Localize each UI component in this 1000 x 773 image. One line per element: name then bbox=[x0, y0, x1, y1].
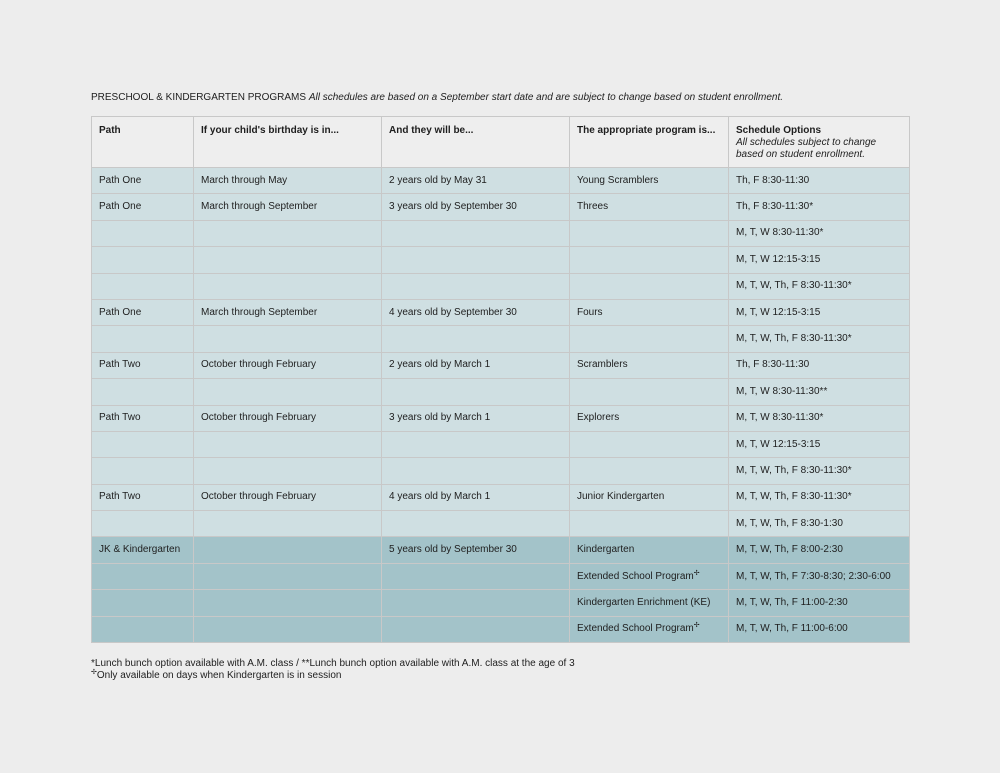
cell-age bbox=[382, 326, 570, 352]
cell-age-text: 3 years old by March 1 bbox=[389, 412, 491, 424]
cell-path-text: Path Two bbox=[99, 491, 141, 503]
footnote-kindergarten-session bbox=[91, 670, 575, 682]
cell-birthday-text: March through September bbox=[201, 306, 318, 318]
table-row bbox=[92, 563, 910, 589]
header-schedule-note: All schedules subject to change based on student enrollment. bbox=[736, 137, 877, 160]
footnote-mark: ✢ bbox=[91, 669, 97, 676]
cell-program-text: Junior Kindergarten bbox=[577, 491, 665, 503]
table-row bbox=[92, 458, 910, 484]
cell-program-text: Extended School Program bbox=[577, 623, 694, 635]
cell-program-text: Kindergarten Enrichment (KE) bbox=[577, 596, 711, 608]
cell-schedule-text: M, T, W, Th, F 7:30-8:30; 2:30-6:00 bbox=[736, 570, 891, 582]
cell-path bbox=[92, 484, 194, 510]
cell-birthday bbox=[194, 616, 382, 642]
cell-birthday-text: October through February bbox=[201, 359, 317, 371]
cell-schedule-text: M, T, W, Th, F 8:30-11:30* bbox=[736, 491, 852, 503]
cell-schedule-text: M, T, W, Th, F 8:30-1:30 bbox=[736, 517, 843, 529]
cell-program bbox=[570, 431, 729, 457]
cell-age bbox=[382, 405, 570, 431]
cell-birthday-text: October through February bbox=[201, 412, 317, 424]
cell-path-text: Path One bbox=[99, 201, 142, 213]
cell-schedule-text: M, T, W 8:30-11:30** bbox=[736, 385, 828, 397]
cell-schedule-text: M, T, W, Th, F 11:00-2:30 bbox=[736, 596, 848, 608]
table-header-row bbox=[92, 117, 910, 168]
cell-path bbox=[92, 563, 194, 589]
cell-birthday bbox=[194, 431, 382, 457]
cell-schedule bbox=[729, 379, 910, 405]
cell-program-text: Scramblers bbox=[577, 359, 628, 371]
cell-schedule-text: Th, F 8:30-11:30* bbox=[736, 201, 814, 213]
cell-path-text: Path Two bbox=[99, 412, 141, 424]
cell-age bbox=[382, 299, 570, 325]
program-footnote-mark: ✢ bbox=[693, 569, 700, 577]
page-subtitle: All schedules are based on a September start date and are subject to change based on student enrollment. bbox=[308, 92, 784, 103]
cell-path bbox=[92, 405, 194, 431]
cell-program bbox=[570, 379, 729, 405]
cell-birthday bbox=[194, 326, 382, 352]
cell-birthday bbox=[194, 458, 382, 484]
cell-birthday bbox=[194, 590, 382, 616]
cell-schedule-text: Th, F 8:30-11:30 bbox=[736, 174, 810, 186]
header-birthday: If your child's birthday is in... bbox=[194, 117, 382, 168]
cell-program bbox=[570, 616, 729, 642]
cell-program bbox=[570, 458, 729, 484]
table-row bbox=[92, 273, 910, 299]
header-path: Path bbox=[92, 117, 194, 168]
header-program: The appropriate program is... bbox=[570, 117, 729, 168]
cell-birthday bbox=[194, 537, 382, 563]
cell-age-text: 5 years old by September 30 bbox=[389, 544, 517, 556]
cell-program-text: Extended School Program bbox=[577, 570, 694, 582]
cell-birthday-text: March through September bbox=[201, 201, 318, 213]
cell-program-text: Explorers bbox=[577, 412, 620, 424]
table-row bbox=[92, 405, 910, 431]
cell-age-text: 3 years old by September 30 bbox=[389, 201, 517, 213]
cell-age-text: 4 years old by March 1 bbox=[389, 491, 491, 503]
cell-age bbox=[382, 247, 570, 273]
footnote-lunch-bunch: *Lunch bunch option available with A.M. class / **Lunch bunch option available with A.M. class at the age of 3 bbox=[91, 658, 575, 669]
cell-path bbox=[92, 590, 194, 616]
cell-schedule bbox=[729, 511, 910, 537]
cell-schedule bbox=[729, 537, 910, 563]
table-row bbox=[92, 431, 910, 457]
cell-birthday bbox=[194, 299, 382, 325]
cell-schedule-text: M, T, W 8:30-11:30* bbox=[736, 412, 824, 424]
cell-age bbox=[382, 379, 570, 405]
cell-program bbox=[570, 405, 729, 431]
cell-path bbox=[92, 616, 194, 642]
table-row bbox=[92, 220, 910, 246]
table-row bbox=[92, 352, 910, 378]
cell-birthday-text: October through February bbox=[201, 491, 317, 503]
cell-schedule bbox=[729, 273, 910, 299]
cell-schedule bbox=[729, 352, 910, 378]
cell-path bbox=[92, 379, 194, 405]
cell-birthday bbox=[194, 484, 382, 510]
cell-birthday bbox=[194, 352, 382, 378]
cell-schedule-text: M, T, W, Th, F 8:30-11:30* bbox=[736, 464, 852, 476]
cell-birthday-text: March through May bbox=[201, 174, 288, 186]
table-row bbox=[92, 326, 910, 352]
cell-age bbox=[382, 431, 570, 457]
cell-birthday bbox=[194, 379, 382, 405]
cell-age-text: 2 years old by March 1 bbox=[389, 359, 491, 371]
header-schedule bbox=[729, 117, 910, 168]
cell-program bbox=[570, 537, 729, 563]
cell-path bbox=[92, 168, 194, 194]
cell-schedule-text: M, T, W 12:15-3:15 bbox=[736, 253, 821, 265]
cell-program bbox=[570, 194, 729, 220]
cell-age bbox=[382, 563, 570, 589]
cell-age bbox=[382, 273, 570, 299]
cell-program bbox=[570, 247, 729, 273]
cell-age bbox=[382, 220, 570, 246]
cell-schedule bbox=[729, 563, 910, 589]
cell-age-text: 2 years old by May 31 bbox=[389, 174, 487, 186]
cell-schedule bbox=[729, 220, 910, 246]
cell-schedule bbox=[729, 299, 910, 325]
page-heading bbox=[91, 91, 951, 105]
cell-schedule-text: M, T, W 12:15-3:15 bbox=[736, 438, 821, 450]
cell-schedule-text: M, T, W, Th, F 8:30-11:30* bbox=[736, 333, 852, 345]
cell-program bbox=[570, 352, 729, 378]
cell-path-text: Path Two bbox=[99, 359, 141, 371]
cell-path bbox=[92, 352, 194, 378]
cell-schedule bbox=[729, 431, 910, 457]
cell-path bbox=[92, 220, 194, 246]
cell-program bbox=[570, 299, 729, 325]
cell-age bbox=[382, 511, 570, 537]
cell-birthday bbox=[194, 511, 382, 537]
cell-program bbox=[570, 484, 729, 510]
table-row bbox=[92, 299, 910, 325]
cell-schedule bbox=[729, 194, 910, 220]
cell-path bbox=[92, 273, 194, 299]
cell-program-text: Fours bbox=[577, 306, 603, 318]
table-row bbox=[92, 537, 910, 563]
cell-program bbox=[570, 220, 729, 246]
program-footnote-mark: ✢ bbox=[693, 622, 700, 630]
footnotes bbox=[91, 658, 575, 682]
cell-program-text: Kindergarten bbox=[577, 544, 635, 556]
cell-age bbox=[382, 168, 570, 194]
cell-program bbox=[570, 590, 729, 616]
cell-age bbox=[382, 458, 570, 484]
footnote-kindergarten-text: Only available on days when Kindergarten is in session bbox=[96, 670, 342, 681]
table-row bbox=[92, 379, 910, 405]
cell-program bbox=[570, 168, 729, 194]
cell-path-text: JK & Kindergarten bbox=[99, 544, 181, 556]
cell-path bbox=[92, 511, 194, 537]
cell-schedule bbox=[729, 590, 910, 616]
page-title: PRESCHOOL & KINDERGARTEN PROGRAMS bbox=[91, 92, 307, 103]
programs-table bbox=[91, 116, 910, 643]
table-row bbox=[92, 484, 910, 510]
cell-birthday bbox=[194, 273, 382, 299]
cell-schedule-text: M, T, W, Th, F 11:00-6:00 bbox=[736, 623, 848, 635]
table-row bbox=[92, 590, 910, 616]
cell-birthday bbox=[194, 563, 382, 589]
cell-program bbox=[570, 563, 729, 589]
cell-schedule bbox=[729, 405, 910, 431]
cell-age bbox=[382, 616, 570, 642]
cell-schedule bbox=[729, 458, 910, 484]
cell-path bbox=[92, 537, 194, 563]
cell-path-text: Path One bbox=[99, 306, 142, 318]
table-body bbox=[92, 168, 910, 643]
cell-birthday bbox=[194, 168, 382, 194]
cell-age bbox=[382, 194, 570, 220]
cell-age bbox=[382, 484, 570, 510]
cell-birthday bbox=[194, 194, 382, 220]
cell-program-text: Young Scramblers bbox=[577, 174, 659, 186]
cell-age bbox=[382, 537, 570, 563]
cell-path bbox=[92, 299, 194, 325]
cell-age bbox=[382, 352, 570, 378]
table-row bbox=[92, 194, 910, 220]
cell-birthday bbox=[194, 247, 382, 273]
table-row bbox=[92, 168, 910, 194]
cell-schedule bbox=[729, 616, 910, 642]
cell-schedule-text: M, T, W, Th, F 8:30-11:30* bbox=[736, 280, 852, 292]
cell-schedule bbox=[729, 326, 910, 352]
cell-path bbox=[92, 431, 194, 457]
cell-program bbox=[570, 511, 729, 537]
cell-schedule bbox=[729, 168, 910, 194]
cell-schedule-text: M, T, W 8:30-11:30* bbox=[736, 227, 824, 239]
cell-schedule bbox=[729, 247, 910, 273]
cell-program bbox=[570, 326, 729, 352]
cell-birthday bbox=[194, 220, 382, 246]
cell-schedule-text: M, T, W 12:15-3:15 bbox=[736, 306, 821, 318]
cell-birthday bbox=[194, 405, 382, 431]
header-schedule-title: Schedule Options bbox=[736, 125, 822, 136]
cell-path bbox=[92, 326, 194, 352]
header-age: And they will be... bbox=[382, 117, 570, 168]
table-row bbox=[92, 616, 910, 642]
cell-path bbox=[92, 247, 194, 273]
cell-program-text: Threes bbox=[577, 201, 609, 213]
cell-schedule bbox=[729, 484, 910, 510]
table-row bbox=[92, 511, 910, 537]
cell-schedule-text: Th, F 8:30-11:30 bbox=[736, 359, 810, 371]
cell-path bbox=[92, 194, 194, 220]
cell-age-text: 4 years old by September 30 bbox=[389, 306, 517, 318]
cell-age bbox=[382, 590, 570, 616]
cell-path-text: Path One bbox=[99, 174, 142, 186]
cell-program bbox=[570, 273, 729, 299]
cell-path bbox=[92, 458, 194, 484]
cell-schedule-text: M, T, W, Th, F 8:00-2:30 bbox=[736, 544, 843, 556]
table-row bbox=[92, 247, 910, 273]
